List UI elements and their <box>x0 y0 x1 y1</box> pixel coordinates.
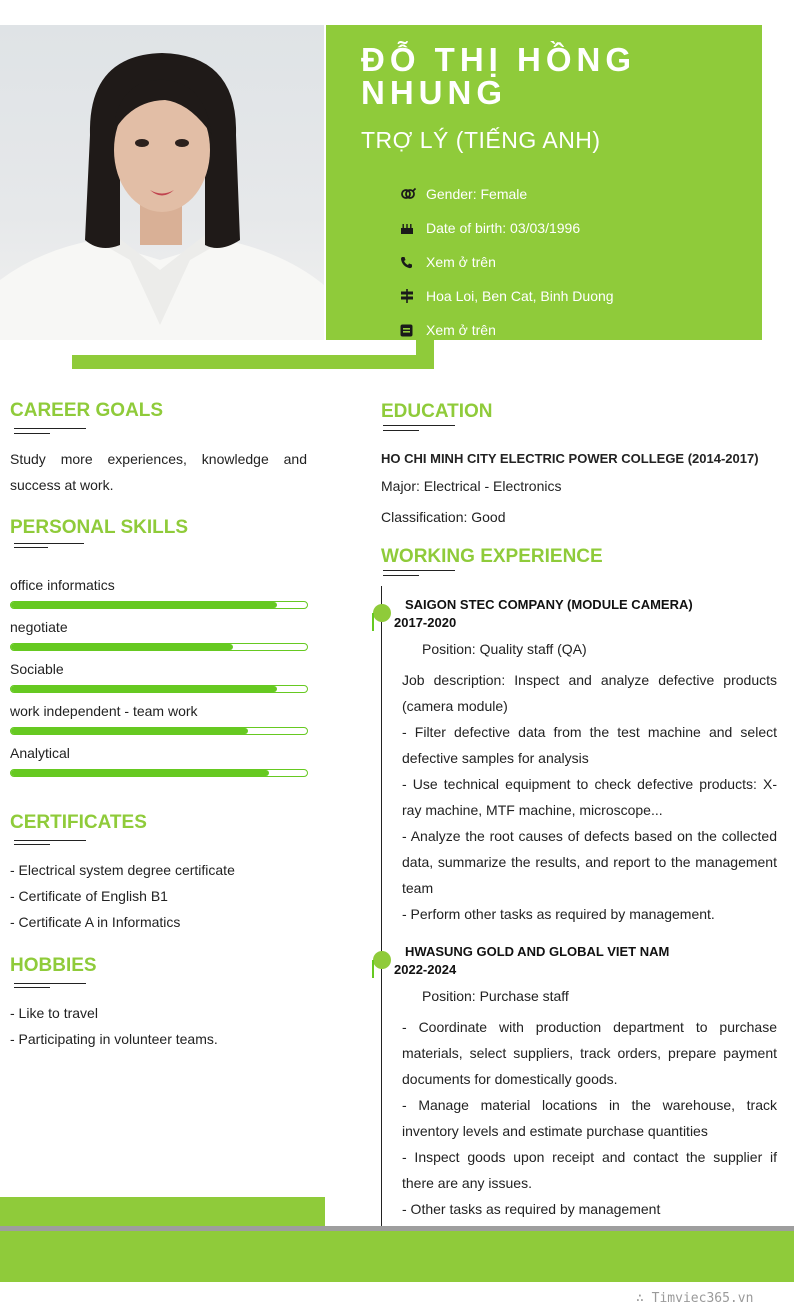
skill-bar <box>10 727 308 735</box>
birthday-text: Date of birth: 03/03/1996 <box>426 220 581 236</box>
job-description-line: - Inspect goods upon receipt and contact the supplier if there are any issues. <box>402 1149 777 1191</box>
education-school: HO CHI MINH CITY ELECTRIC POWER COLLEGE (2014-2017) <box>381 451 759 466</box>
site-watermark: ∴ Timviec365.vn <box>636 1291 754 1306</box>
job-description-line: - Perform other tasks as required by management. <box>402 906 715 922</box>
job-description-line: - Analyze the root causes of defects based on the collected data, summarize the results, and report to the management team <box>402 828 777 896</box>
skill-bar-fill <box>11 770 269 776</box>
hobbies-divider-short <box>14 987 50 988</box>
job-description <box>402 1014 777 1222</box>
certificate-item: - Certificate A in Informatics <box>10 914 181 930</box>
career-goals-divider-short <box>14 433 50 434</box>
job-title: TRỢ LÝ (TIẾNG ANH) <box>361 127 601 153</box>
job-description-line: Job description: Inspect and analyze defective products (camera module) <box>402 672 777 714</box>
timeline-dot <box>373 951 391 969</box>
profile-photo <box>0 25 324 340</box>
contact-phone <box>400 245 614 279</box>
hobbies-divider <box>14 983 86 984</box>
hobbies-title: HOBBIES <box>10 955 97 976</box>
personal-skills-divider-short <box>14 547 48 548</box>
footer-band <box>0 1231 794 1282</box>
skill-bar <box>10 769 308 777</box>
education-divider <box>383 425 455 426</box>
certificate-item: - Certificate of English B1 <box>10 888 168 904</box>
career-goals-title: CAREER GOALS <box>10 400 164 421</box>
skill-bar <box>10 685 308 693</box>
skill-label: negotiate <box>10 619 68 635</box>
working-experience-title: WORKING EXPERIENCE <box>381 546 603 567</box>
personal-skills-title: PERSONAL SKILLS <box>10 517 189 538</box>
certificates-title: CERTIFICATES <box>10 812 147 833</box>
job-period: 2022-2024 <box>394 962 457 977</box>
portrait-illustration <box>0 25 324 340</box>
job-company: HWASUNG GOLD AND GLOBAL VIET NAM <box>405 944 670 959</box>
header-accent-bar <box>72 355 434 369</box>
skill-bar <box>10 643 308 651</box>
timeline-tick <box>372 960 374 978</box>
contact-list <box>400 177 614 347</box>
education-title: EDUCATION <box>381 401 493 422</box>
address-text: Hoa Loi, Ben Cat, Binh Duong <box>426 288 614 304</box>
phone-text: Xem ở trên <box>426 254 496 270</box>
certificates-divider-short <box>14 844 50 845</box>
email-icon <box>400 322 426 338</box>
skill-label: Analytical <box>10 745 70 761</box>
header-panel <box>326 25 762 340</box>
job-period: 2017-2020 <box>394 615 457 630</box>
birthday-cake-icon <box>400 220 426 236</box>
job-description-line: - Manage material locations in the warehouse, track inventory levels and estimate purchase quantities <box>402 1097 777 1139</box>
career-goals-text: Study more experiences, knowledge and success at work. <box>10 451 307 493</box>
skill-bar-fill <box>11 686 277 692</box>
contact-gender <box>400 177 614 211</box>
education-divider-short <box>383 430 419 431</box>
skill-label: office informatics <box>10 577 115 593</box>
email-text: Xem ở trên <box>426 322 496 338</box>
certificates-divider <box>14 840 86 841</box>
certificate-item: - Electrical system degree certificate <box>10 862 235 878</box>
personal-skills-divider <box>14 543 84 544</box>
job-position: Position: Purchase staff <box>422 988 569 1004</box>
hobby-item: - Like to travel <box>10 1005 98 1021</box>
skill-bar-fill <box>11 644 233 650</box>
timeline-tick <box>372 613 374 631</box>
job-description-line: - Coordinate with production department to purchase materials, select suppliers, track orders, prepare payment documents for domestically goods. <box>402 1019 777 1087</box>
footer-accent-left <box>0 1197 325 1227</box>
job-description <box>402 667 777 927</box>
header-accent-bar-corner <box>416 340 434 369</box>
job-description-line: - Filter defective data from the test machine and select defective samples for analysis <box>402 724 777 766</box>
job-description-line: - Use technical equipment to check defective products: X-ray machine, MTF machine, microscope... <box>402 776 777 818</box>
hobby-item: - Participating in volunteer teams. <box>10 1031 218 1047</box>
working-experience-divider <box>383 570 455 571</box>
timeline-dot <box>373 604 391 622</box>
skill-bar <box>10 601 308 609</box>
gender-text: Gender: Female <box>426 186 528 202</box>
education-classification: Classification: Good <box>381 509 506 525</box>
job-description-line: - Other tasks as required by management <box>402 1201 661 1217</box>
contact-birthday <box>400 211 614 245</box>
signpost-icon <box>400 288 426 304</box>
contact-address <box>400 279 614 313</box>
skill-label: Sociable <box>10 661 64 677</box>
education-major: Major: Electrical - Electronics <box>381 478 562 494</box>
skill-bar-fill <box>11 602 277 608</box>
job-company: SAIGON STEC COMPANY (MODULE CAMERA) <box>405 597 693 612</box>
gender-icon <box>400 186 426 202</box>
skill-bar-fill <box>11 728 248 734</box>
experience-timeline <box>381 586 382 1226</box>
phone-icon <box>400 254 426 270</box>
job-position: Position: Quality staff (QA) <box>422 641 587 657</box>
skill-label: work independent - team work <box>10 703 198 719</box>
working-experience-divider-short <box>383 575 419 576</box>
career-goals-divider <box>14 428 86 429</box>
candidate-name: ĐỖ THỊ HỒNG NHUNG <box>361 41 636 111</box>
